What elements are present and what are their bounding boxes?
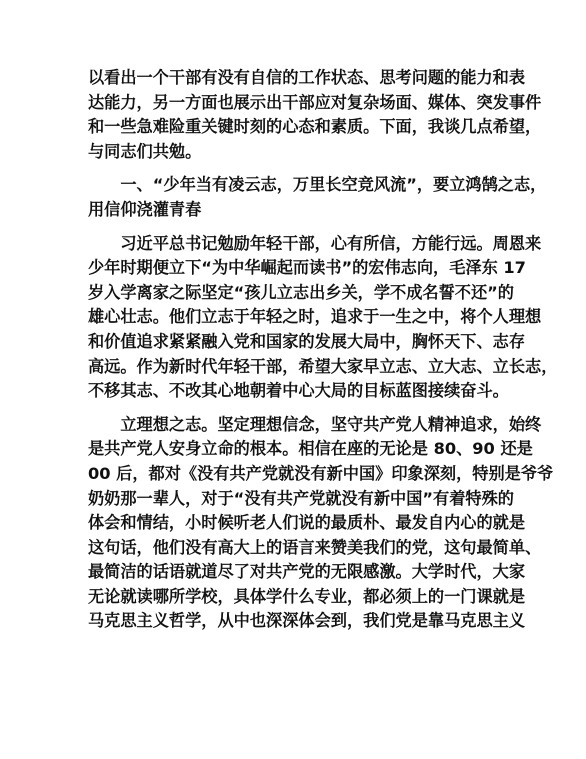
text-line: 00 后，都对《没有共产党就没有新中国》印象深刻，特别是爷爷 [88, 463, 554, 483]
text-line: 习近平总书记勉励年轻干部，心有所信，方能行远。周恩来 [88, 233, 542, 253]
text-line: 马克思主义哲学，从中也深深体会到，我们党是靠马克思主义 [88, 611, 526, 631]
text-line: 最简洁的话语就道尽了对共产党的无限感激。大学时代，大家 [88, 562, 526, 582]
text-line: 高远。作为新时代年轻干部，希望大家早立志、立大志、立长志， [88, 356, 558, 376]
section-heading [88, 173, 547, 222]
text-line: 与同志们共勉。 [88, 141, 202, 161]
text-line: 岁入学离家之际坚定“孩儿立志出乡关，学不成名誓不还”的 [88, 282, 514, 302]
paragraph-gap [88, 404, 506, 413]
text-line: 和一些急难险重关键时刻的心态和素质。下面，我谈几点希望， [88, 117, 542, 137]
text-line: 无论就读哪所学校，具体学什么专业，都必须上的一门课就是 [88, 586, 526, 606]
text-line: 立理想之志。坚定理想信念，坚守共产党人精神追求，始终 [88, 414, 542, 434]
text-line: 以看出一个干部有没有自信的工作状态、思考问题的能力和表 [88, 68, 526, 87]
paragraph-ideals [88, 413, 554, 634]
paragraph-ambition [88, 232, 558, 404]
paragraph-gap [88, 223, 506, 232]
text-line: 奶奶那一辈人，对于“没有共产党就没有新中国”有着特殊的 [88, 488, 514, 508]
text-line: 和价值追求紧紧融入党和国家的发展大局中，胸怀天下、志存 [88, 331, 526, 351]
heading-line: 一、“少年当有凌云志，万里长空竞风流”，要立鸿鹄之志， [88, 175, 547, 195]
text-line: 体会和情结，小时候听老人们说的最质朴、最发自内心的就是 [88, 513, 526, 533]
text-line: 少年时期便立下“为中华崛起而读书”的宏伟志向，毛泽东 17 [88, 258, 526, 278]
paragraph-intro [88, 66, 542, 164]
text-line: 是共产党人安身立命的根本。相信在座的无论是 80、90 还是 [88, 439, 533, 459]
text-line: 达能力，另一方面也展示出干部应对复杂场面、媒体、突发事件 [88, 92, 542, 112]
paragraph-gap [88, 164, 506, 173]
text-line: 这句话，他们没有高大上的语言来赞美我们的党，这句最简单、 [88, 537, 542, 557]
body-text [88, 66, 558, 634]
text-line: 雄心壮志。他们立志于年轻之时，追求于一生之中，将个人理想 [88, 307, 542, 327]
heading-line: 用信仰浇灌青春 [88, 199, 202, 219]
text-line: 不移其志、不改其心地朝着中心大局的目标蓝图接续奋斗。 [88, 381, 509, 401]
